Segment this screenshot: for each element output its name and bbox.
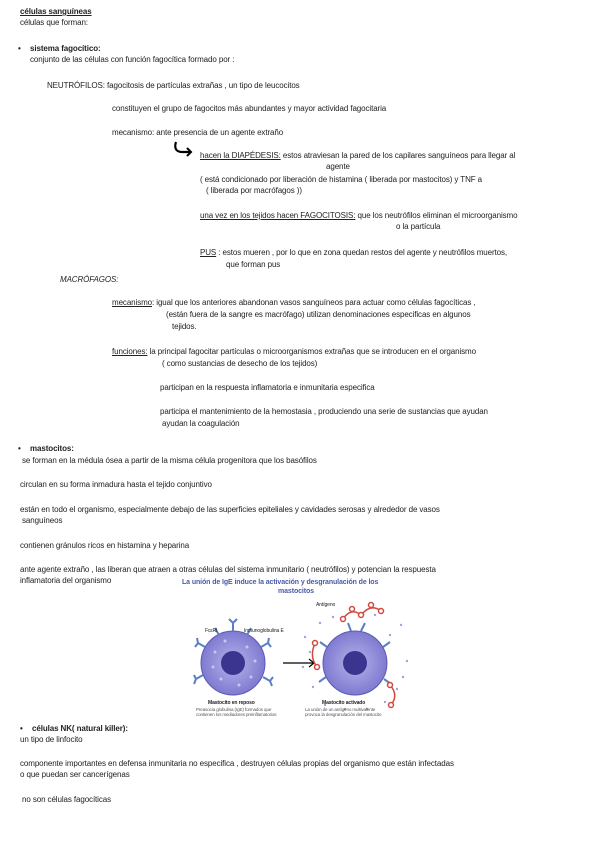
nk-p1: un tipo de linfocito: [20, 735, 83, 744]
funciones-text: la principal fagocitar partículas o microorganismos extrañas que se introducen en el organismo: [147, 347, 476, 356]
participa-line2: ayudan la coagulación: [162, 419, 240, 428]
figure-title: La unión de IgE induce la activación y desgranulación de los: [182, 579, 379, 586]
mastocitos-p3b: sanguíneos: [22, 516, 63, 525]
macrofagos-heading: MACRÓFAGOS:: [60, 275, 119, 284]
nk-p3: no son células fagocíticas: [22, 795, 112, 804]
mastocitos-p3: están en todo el organismo, especialmente debajo de las superficies epiteliales y cavidades serosas y alrededor de vasos: [20, 505, 440, 514]
figure-title2: mastocitos: [278, 588, 314, 595]
participa-line: participa el mantenimiento de la hemostasia , produciendo una serie de sustancias que ayudan: [160, 407, 488, 416]
right-sub2: provoca la desgranulación del mastocito: [305, 712, 382, 717]
right-sub: La unión de un antígeno multivalente: [305, 707, 376, 712]
diapedesis-line2: agente: [326, 162, 350, 171]
mastocito-figure: [185, 597, 415, 717]
fceri-label: FcεRI: [205, 628, 218, 634]
diapedesis-line: [200, 151, 515, 161]
mecanismo-line: mecanismo: ante presencia de un agente extraño: [112, 128, 284, 137]
pus-line2: que forman pus: [226, 260, 281, 269]
macro-mecanismo-text: : igual que los anteriores abandonan vasos sanguíneos para actuar como células fagocíticas ,: [152, 298, 476, 307]
activated-mast-cell: [302, 603, 408, 711]
mastocitos-p5: ante agente extraño , las liberan que atraen a otras células del sistema inmunitario ( neutrófilos) y potencian la respuesta: [20, 565, 436, 574]
diapedesis-text: estos atraviesan la pared de los capilares sanguíneos para llegar al: [280, 151, 516, 160]
diapedesis-cond2: ( liberada por macrófagos )): [206, 186, 302, 195]
mastocitos-heading: • mastocitos:: [30, 444, 74, 454]
curved-arrow-icon: [172, 140, 194, 158]
pus-text: : estos mueren , por lo que en zona quedan restos del agente y neutrófilos muertos,: [216, 248, 508, 257]
constituyen-line: constituyen el grupo de fagocitos más abundantes y mayor actividad fagocitaria: [112, 104, 387, 113]
doc-subtitle: células que forman:: [20, 18, 88, 27]
fagocitosis-term: una vez en los tejidos hacen FAGOCITOSIS:: [200, 211, 356, 220]
participan-line: participan en la respuesta inflamatoria e inmunitaria especifica: [160, 383, 375, 392]
funciones-term: funciones:: [112, 347, 148, 356]
nk-heading: • células NK( natural killer):: [32, 724, 128, 734]
mastocitos-p1: se forman en la médula ósea a partir de la misma célula progenitora que los basófilos: [22, 456, 317, 465]
left-caption: Mastocito en reposo: [208, 700, 255, 706]
left-sub: Preasocia globulina (IgE) formados que: [196, 707, 272, 712]
neutrofilos-line: NEUTRÓFILOS: fagocitosis de partículas extrañas , un tipo de leucocitos: [47, 81, 300, 90]
mastocitos-p5b: inflamatoria del organismo: [20, 576, 112, 585]
doc-title: células sanguíneas: [20, 7, 92, 16]
left-sub2: contienen los mediadores preinflamatorios: [196, 712, 277, 717]
diapedesis-cond: ( está condicionado por liberación de histamina ( liberada por mastocitos) y TNF a: [200, 175, 483, 184]
nk-p2b: o que puedan ser cancerígenas: [20, 770, 130, 779]
fagocitico-intro: conjunto de las células con función fagocítica formado por :: [30, 55, 235, 64]
macro-mecanismo-term: mecanismo: [112, 298, 153, 307]
nk-p2: componente importantes en defensa inmunitaria no especifica , destruyen células propias del organismo que están infectadas: [20, 759, 454, 768]
macro-mecanismo-line: [112, 298, 475, 308]
ige-label: Inmunoglobulina E: [244, 628, 284, 634]
funciones-line: [112, 347, 476, 357]
mastocitos-p4: contienen gránulos ricos en histamina y heparina: [20, 541, 190, 550]
macro-mecanismo-line2: (están fuera de la sangre es macrófago) utilizan denominaciones especificas en algunos: [166, 310, 471, 319]
antigen-label: Antígeno: [316, 602, 336, 608]
funciones-line2: ( como sustancias de desecho de los tejidos): [162, 359, 318, 368]
pus-line: [200, 248, 507, 258]
fagocitosis-line2: o la partícula: [396, 222, 441, 231]
diapedesis-term: hacen la DIAPÉDESIS:: [200, 151, 281, 160]
mastocitos-p2: circulan en su forma inmadura hasta el tejido conjuntivo: [20, 480, 212, 489]
fagocitosis-line: [200, 211, 517, 221]
fagocitosis-text: que los neutrófilos eliminan el microorganismo: [355, 211, 518, 220]
pus-term: PUS: [200, 248, 217, 257]
right-caption: Mastocito activado: [322, 700, 366, 706]
fagocitico-heading: • sistema fagocítico:: [30, 44, 101, 54]
macro-mecanismo-line3: tejidos.: [172, 322, 197, 331]
